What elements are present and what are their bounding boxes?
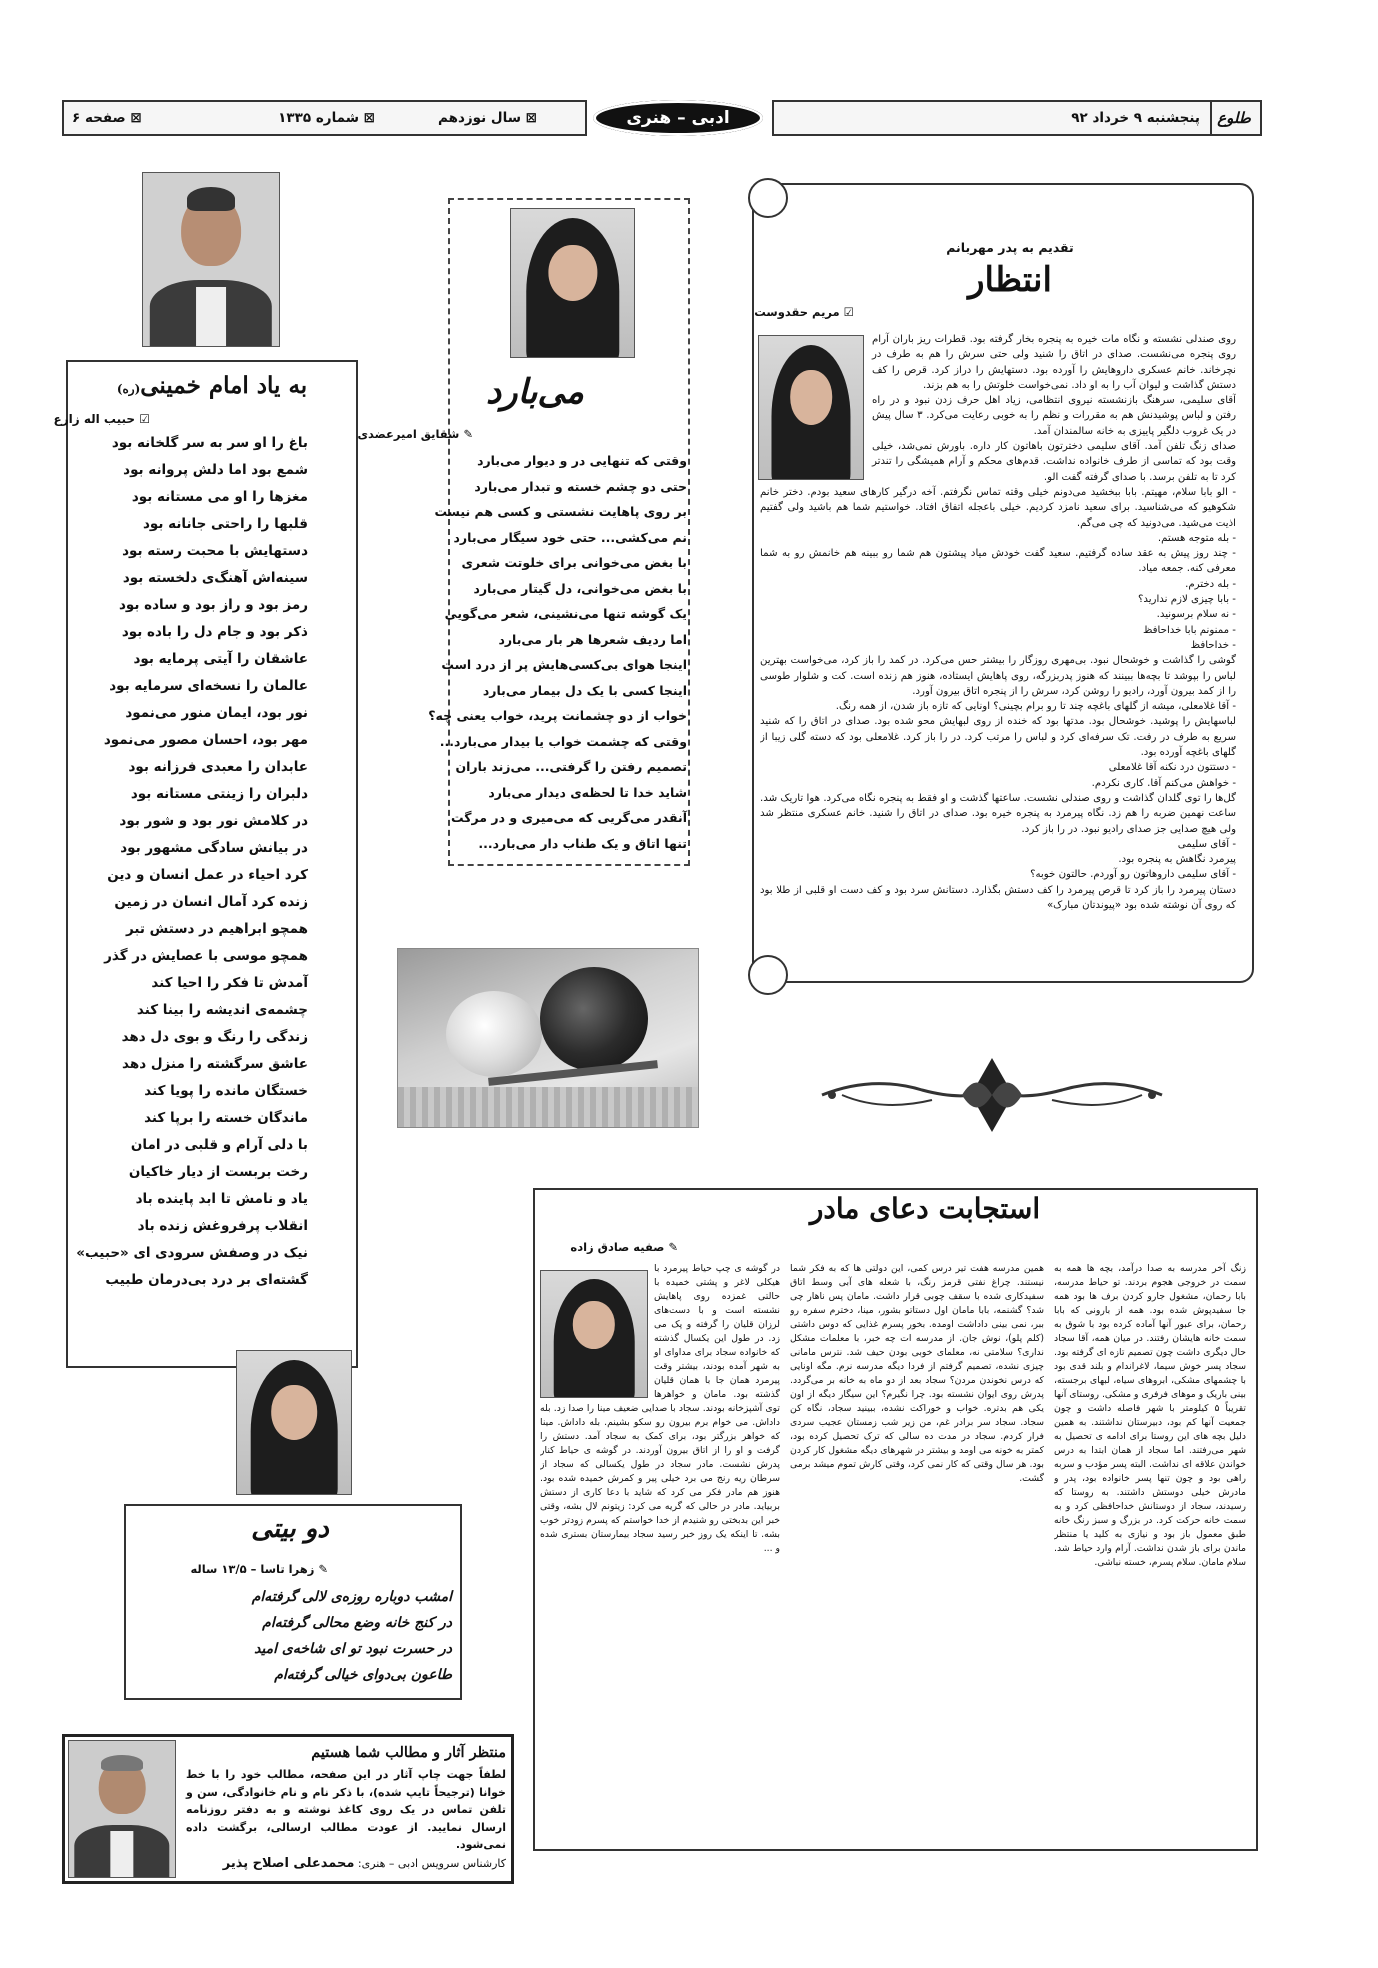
newspaper-logo: طلوع xyxy=(1210,100,1256,136)
year-label: ⊠ سال نوزدهم xyxy=(438,110,537,126)
intezar-paragraph: - بابا چیزی لازم ندارید؟ xyxy=(1137,594,1236,606)
poem-line: نور بود، ایمان منور می‌نمود xyxy=(125,705,308,721)
intezar-paragraph: - خداحافظ xyxy=(1190,639,1236,651)
intezar-paragraph: - چند روز پیش به عقد ساده گرفتیم. سعید گفت خودش میاد پیشتون هم شما رو ببینه هم خانمش رو به شما معرفی کنه. جمعه میاد. xyxy=(760,548,1236,575)
intezar-paragraph: - دستتون درد نکنه آقا غلامعلی xyxy=(1108,762,1236,774)
poem-line: در کنج خانه وضع محالی گرفته‌ام xyxy=(262,1615,452,1631)
poem-line: مغزها را او می مستانه بود xyxy=(131,489,308,505)
roses-image xyxy=(397,948,699,1128)
poem-line: اینجا کسی با یک دل بیمار می‌بارد xyxy=(482,682,687,698)
poem-line: بر روی پاهایت نشستی و کسی هم نیست xyxy=(434,504,687,519)
poem-line: عالمان را نسخه‌ای سرمایه بود xyxy=(109,678,308,694)
dobeiti-poem xyxy=(140,1584,452,1688)
editor-photo xyxy=(68,1740,176,1878)
page-number: ⊠ صفحه ۶ xyxy=(72,110,142,126)
mibarad-title: می‌بارد xyxy=(486,372,584,412)
mibarad-poem xyxy=(428,448,687,856)
poem-line: یاد و نامش تا ابد پاینده باد xyxy=(135,1191,308,1207)
section-badge: ادبی – هنری xyxy=(593,100,763,136)
poem-line: تنها اتاق و یک طناب دار می‌بارد... xyxy=(478,835,687,851)
estejabat-col-2: همین مدرسه هفت تیر درس کمی، این دولتی ها که به فکر شما نیستند. چراغ نفتی قرمز رنگ، با شعله های آبی وسط اتاق سفیدکاری شده با سقف چوبی قرار داشت. مامان پس ناهار چی شد؟ گشنمه، بابا مامان اول دستاتو بشور، مینا، دخترم سفره رو ببر، نمی بینی داداشت اومده. بخور پسرم غذایی که دوس داشتی (کلم پلو)، نوش جان. از مدرسه ات چه خبر، با معلمات مشکل نداری؟ سلامتی نه، معلمای خوبی بودن حیف شد. نترس مامانی چیزی نشده، تصمیم گرفتم از فردا دیگه مدرسه نرم. مگه اونایی که درس نخوندن مردن؟ سجاد بعد از دو ماه به خانه بر می‌گردد. پدرش روی ایوان نشسته بود. چرا نگیرم؟ این سیگار دیگه از اون یکی هم بدتره. خواب و خوراکت نشده، ببینید سجاد، نگاه کن سجاد. سجاد سر برادر غم، من زیر شب زمستان عجیب سردی فرار کردم. سجاد در مدت ده سالی که ترک تحصیل کرده بود، کمتر به خونه می اومد و بیشتر در شهرهای دیگه مشغول کار کردن بود. هر سال وقتی که کار نمی کرد، وقتی کارش تموم میشد برمی گشت. xyxy=(790,1263,1044,1484)
intezar-paragraph: صدای زنگ تلفن آمد. آقای سلیمی دخترتون باهاتون کار داره. باورش نمی‌شد، خیلی وقت بود که تماسی از طرف خانواده نداشت. قدم‌های محکم و آرام همیشگی را تندتر کرد تا به تلفن برسد. با صدای گرفته گفت الو. xyxy=(872,441,1236,483)
poem-line: همچو موسی با عصایش در گذر xyxy=(104,948,308,964)
poem-line: طاعون بی‌دوای خیالی گرفته‌ام xyxy=(274,1667,452,1683)
poem-line: دستهایش با محبت رسته بود xyxy=(122,543,308,559)
intezar-paragraph: گل‌ها را توی گلدان گذاشت و روی صندلی نشست. ساعتها گذشت و او فقط به پنجره نگاه می‌کرد. هوا تاریک شد. ساعت نهمین ضربه را هم زد. نگاه پیرمرد به پنجره خیره بود. صدای در اتاق را شنید. خانم عسکری منتظر شد ولی هیچ صدایی جز صدای رادیو نبود. در را باز کرد. xyxy=(760,792,1236,835)
dobeiti-author: ✎ زهرا تاسا – ۱۳/۵ ساله xyxy=(190,1562,328,1576)
poem-line: در حسرت نبود تو ای شاخه‌ی امید xyxy=(254,1641,452,1657)
khomeini-title: به یاد امام خمینی(ره) xyxy=(116,372,308,399)
poem-line: آنقدر می‌گریی که می‌میری و در مرگت xyxy=(451,810,687,825)
estejabat-col-3: در گوشه ی چپ حیاط پیرمرد با هیکلی لاغر و پشتی خمیده با حالتی غمزده روی پاهایش نشسته است و با دست‌های لرزان قلیان را گرفته و پک می زد. در طول این یکسال گذشته که خانواده سجاد برای مداوای او به شهر آمده بودند، بیشتر وقت پیرمرد همان جا با همان قلیان گذشته بود. مامان و خواهرها توی آشپزخانه بودند. سجاد با صدایی ضعیف مینا را صدا زد. بله داداش. می خوام برم بیرون رو سکو بشینم. بله داداش. مینا که خواهر بزرگتر بود، برای کمک به سجاد آمد. دستش را گرفت و او را از اتاق بیرون آوردند. در گوشه ی حیاط کنار پدرش نشست. مادر سجاد در طول یکسالی که سجاد از سرطان ریه رنج می برد خیلی پیر و کمرش خمیده شده بود. هنوز هم مادر فکر می کرد که شاید با دعا کاری از دستش بربیاید. مادر در حالی که گریه می کرد: زیتونم لال بشه، وقتی خبر این بدبختی رو شنیدم از خدا خواستم که پسرم زودتر خوب بشه. تا اینکه یک روز خبر رسید سجاد بیمارستان بستری شده و ... xyxy=(540,1263,780,1554)
scroll-curl-top xyxy=(748,178,788,218)
poem-line: قلبها را راحتی جانانه بود xyxy=(143,516,308,532)
khomeini-author: ☑ حبیب اله زارع xyxy=(53,412,150,426)
poem-line: باغ را او سر به سر گلخانه بود xyxy=(111,435,308,451)
poem-line: وقتی که تنهایی در و دیوار می‌بارد xyxy=(477,453,687,468)
intezar-paragraph: - بله متوجه هستم. xyxy=(1157,532,1236,544)
poem-line: مهر بود، احسان مصور می‌نمود xyxy=(103,732,308,748)
poem-line: انقلاب پرفروغش زنده باد xyxy=(137,1218,308,1234)
intezar-paragraph: - نه سلام برسونید. xyxy=(1156,609,1236,621)
poem-line: نم می‌کشی... حتی خود سیگار می‌بارد xyxy=(453,529,687,545)
poem-line: وقتی که چشمت خواب یا بیدار می‌بارد... xyxy=(439,733,687,749)
poem-line: ذکر بود و جام دل را باده بود xyxy=(121,624,308,640)
poem-line: در کلامش نور بود و شور بود xyxy=(119,813,308,829)
poem-line: ماندگان خسته را برپا کند xyxy=(144,1110,308,1126)
poem-line: عاشقان را آیتی پرمایه بود xyxy=(133,651,308,667)
poem-line: رخت بربست از دیار خاکیان xyxy=(128,1164,308,1180)
poem-line: چشمه‌ی اندیشه را بینا کند xyxy=(136,1002,308,1018)
poem-line: سینه‌اش آهنگ‌ی دلخسته بود xyxy=(122,570,308,586)
poem-line: شاید خدا تا لحظه‌ی دیدار می‌بارد xyxy=(488,784,687,800)
intezar-paragraph: - آقای سلیمی xyxy=(1177,838,1236,850)
intezar-paragraph: - خواهش می‌کنم آقا. کاری نکردم. xyxy=(1091,777,1236,789)
intezar-body xyxy=(760,332,1236,994)
poem-line: حتی دو چشم خسته و تبدار می‌بارد xyxy=(474,478,687,494)
poem-line: گشته‌ای بر درد بی‌درمان طبیب xyxy=(105,1272,308,1288)
poem-line: با بغض می‌خوانی برای خلوتت شعری xyxy=(461,555,687,570)
poem-line: با دلی آرام و قلبی در امان xyxy=(130,1137,308,1153)
poem-line: یک گوشه تنها می‌نشینی، شعر می‌گویی xyxy=(444,606,687,621)
poem-line: عابدان را معبدی فرزانه بود xyxy=(128,759,308,775)
header-right-bar xyxy=(772,100,1262,136)
intezar-paragraph: - بله دخترم. xyxy=(1185,578,1236,590)
author-photo-tasa xyxy=(236,1350,352,1495)
poem-line: با بغض می‌خوانی، دل گیتار می‌بارد xyxy=(473,580,687,596)
estejabat-col-1: زنگ آخر مدرسه به صدا درآمد، بچه ها همه به سمت در خروجی هجوم بردند. تو حیاط مدرسه، بابا رحمان، مشغول جارو کردن برف ها بود همه جا سفیدپوش شده بود. همه از بارونی که بابا رحمان، برای عبور آنها آماده کرده بود با شوق به سمت خانه هایشان رفتند. در میان همه، آقا سجاد حال دیگری داشت چون تصمیم تازه ای گرفته بود. سجاد پسر خوش سیما، لاغراندام و بلند قدی بود با چشمهای مشکی، ابروهای سیاه، لبهای برجسته، بینی باریک و موهای فرفری و مشکی. روستای آنها تقریباً ۵ کیلومتر با شهر فاصله داشت و چون جمعیت آنها کم بود، دبیرستان نداشتند. به همین دلیل بچه های این روستا برای ادامه ی تحصیل به شهر می‌رفتند. اما سجاد از همان ابتدا به درس خواندن علاقه ای نداشت. البته پسر مؤدب و سربه راهی بود و چون تنها پسر خانواده بود، پدر و مادرش خیلی دوستش داشتند. به روستا که رسیدند، سجاد از دوستانش خداحافظی کرد و به سمت خانه حرکت کرد. در بزرگ و سبز رنگ خانه طبق معمول باز بود و نیازی به کلید یا منتظر ماندن برای باز شدن نداشت. آرام وارد حیاط شد. سلام مامان. سلام پسرم، خسته نباشی. xyxy=(1054,1263,1246,1568)
issue-number: ⊠ شماره ۱۳۳۵ xyxy=(278,110,375,126)
poem-line: همچو ابراهیم در دستش تبر xyxy=(125,921,308,937)
poem-line: زندگی را رنگ و بوی دل دهد xyxy=(121,1029,308,1045)
poem-line: عاشق سرگشته را منزل دهد xyxy=(122,1056,308,1072)
poem-line: امشب دوباره روزه‌ی لالی گرفته‌ام xyxy=(251,1589,452,1605)
mibarad-author: ✎ شقایق امیرعضدی xyxy=(357,427,473,441)
decorative-ornament xyxy=(812,1050,1172,1140)
dobeiti-title: دو بیتی xyxy=(251,1514,329,1544)
khomeini-poem xyxy=(76,430,308,1294)
estejabat-title: استجابت دعای مادر xyxy=(809,1192,1041,1225)
intezar-dedication: تقدیم به پدر مهربانم xyxy=(946,240,1074,255)
poem-line: رمز بود و راز بود و ساده بود xyxy=(118,597,308,613)
poem-line: نیک در وصفش سرودی ای «حبیب» xyxy=(76,1245,308,1261)
poem-line: اما ردیف شعرها هر بار می‌بارد xyxy=(498,631,687,647)
header-left-bar xyxy=(62,100,587,136)
intezar-paragraph: - الو بابا سلام، مهیتم. بابا ببخشید می‌دونم خیلی وقته تماس نگرفتم. آخه درگیر کارهای سعید بودم. دختر خانم شکوهیو که می‌شناسید. برای سعید نامزد کردیم. خیلی باعجله اتفاق افتاد. خواستیم شما هم باشید ولی گفتیم اذیت می‌شید. می‌دونید که چی می‌گم. xyxy=(760,486,1236,529)
issue-date: پنجشنبه ۹ خرداد ۹۲ xyxy=(1071,110,1200,126)
intezar-paragraph: - آقای سلیمی داروهاتون رو آوردم. حالتون خوبه؟ xyxy=(1030,869,1236,881)
poem-line: شمع بود اما دلش پروانه بود xyxy=(123,462,308,478)
intezar-title: انتظار xyxy=(968,260,1052,300)
intezar-paragraph: آقای سلیمی، سرهنگ بازنشسته نیروی انتظامی، زیاد اهل حرف زدن نبود و در راه رفتن و لباس پوشیدنش هم به مقررات و نظم را به خوبی رعایت می‌کرد. ۳ سال پیش در یک غروب دلگیر پاییزی به خانه سالمندان آمد. xyxy=(872,395,1236,437)
poem-line: زنده کرد آمال انسان در زمین xyxy=(114,894,308,910)
intezar-paragraph: دستان پیرمرد را باز کرد تا قرص پیرمرد را کف دستش بگذارد. دستانش سرد بود و کف دست او قلبی از طلا بود که روی آن نوشته شده بود «پیوندتان مبارک» xyxy=(760,884,1236,911)
poem-line: اینجا هوای بی‌کسی‌هایش پر از درد است xyxy=(441,657,687,672)
intezar-paragraph: گوشی را گذاشت و خوشحال نبود. بی‌مهری روزگار را بیشتر حس می‌کرد. در کمد را باز کرد، می‌خواست بهترین لباس را بپوشد تا بچه‌ها ببینند که هنوز پدربزرگه، روی پاهایش ایستاده، هنوز هم زنده است. کت و شلوار طوسی را از کمد بیرون آورد، رادیو را روشن کرد، سرش را از پنجره اتاق بیرون آورد. xyxy=(760,655,1236,697)
estejabat-author: ✎ صفیه صادق زاده xyxy=(570,1240,678,1254)
intezar-paragraph: - ممنونم بابا خداحافظ xyxy=(1143,624,1236,636)
intezar-paragraph: روی صندلی نشسته و نگاه مات خیره به پنجره بخار گرفته بود. قطرات ریز باران آرام روی پنجره می‌نشست. صدای در اتاق را شنید ولی حتی سرش را هم به طرف در نچرخاند. خانم عسکری داروهایش را آورده بود. دستهایش را دراز کرد. قرص را کف دستش گذاشت و لیوان آب را به او داد. نمی‌خواست خلوتش را به هم بزند. xyxy=(872,334,1236,391)
montazer-body: لطفاً جهت چاپ آثار در این صفحه، مطالب خود را با خط خوانا (ترجیحاً تایپ شده)، با ذکر نام و نام خانوادگی، سن و تلفن تماس در یک روی کاغذ نوشته و به دفتر روزنامه ارسال نمایید. از عودت مطالب ارسالی، برگشت داده نمی‌شود. xyxy=(186,1768,506,1851)
intezar-paragraph: پیرمرد نگاهش به پنجره بود. xyxy=(1118,854,1236,866)
montazer-title: منتظر آثار و مطالب شما هستیم xyxy=(311,1744,506,1761)
poem-line: کرد احیاء در عمل انسان و دین xyxy=(107,867,308,883)
author-photo-amirazodi xyxy=(510,208,635,358)
poem-line: تصمیم رفتن را گرفتی... می‌زند باران xyxy=(455,759,687,774)
intezar-paragraph: - آقا غلامعلی، میشه از گلهای باغچه چند تا رو برام بچینی؟ اونایی که تازه باز شدن، از همه رنگ. xyxy=(835,701,1236,713)
poem-line: در بیانش سادگی مشهور بود xyxy=(120,840,308,856)
montazer-signature: کارشناس سرویس ادبی – هنری: محمدعلی اصلاح پذیر xyxy=(222,1856,506,1871)
poem-line: دلبران را زینتی مستانه بود xyxy=(130,786,308,802)
author-photo-zare xyxy=(142,172,280,347)
poem-line: خواب از دو چشمانت پرید، خواب یعنی چه؟ xyxy=(428,708,687,723)
poem-line: آمدش تا فکر را احیا کند xyxy=(151,975,308,991)
intezar-paragraph: لباسهایش را پوشید. خوشحال بود. مدتها بود که خنده از روی لبهایش محو شده بود. صدای در اتاق را که شنید سریع به طرف در رفت. تک سرفه‌ای کرد و لباس را مرتب کرد. در را باز کرد. غلامعلی بود که دسته گلی زیبا از گلهای باغچه آورده بود. xyxy=(760,716,1236,759)
poem-line: خستگان مانده را پویا کند xyxy=(144,1083,308,1099)
intezar-author: ☑ مریم حقدوست xyxy=(754,305,854,319)
